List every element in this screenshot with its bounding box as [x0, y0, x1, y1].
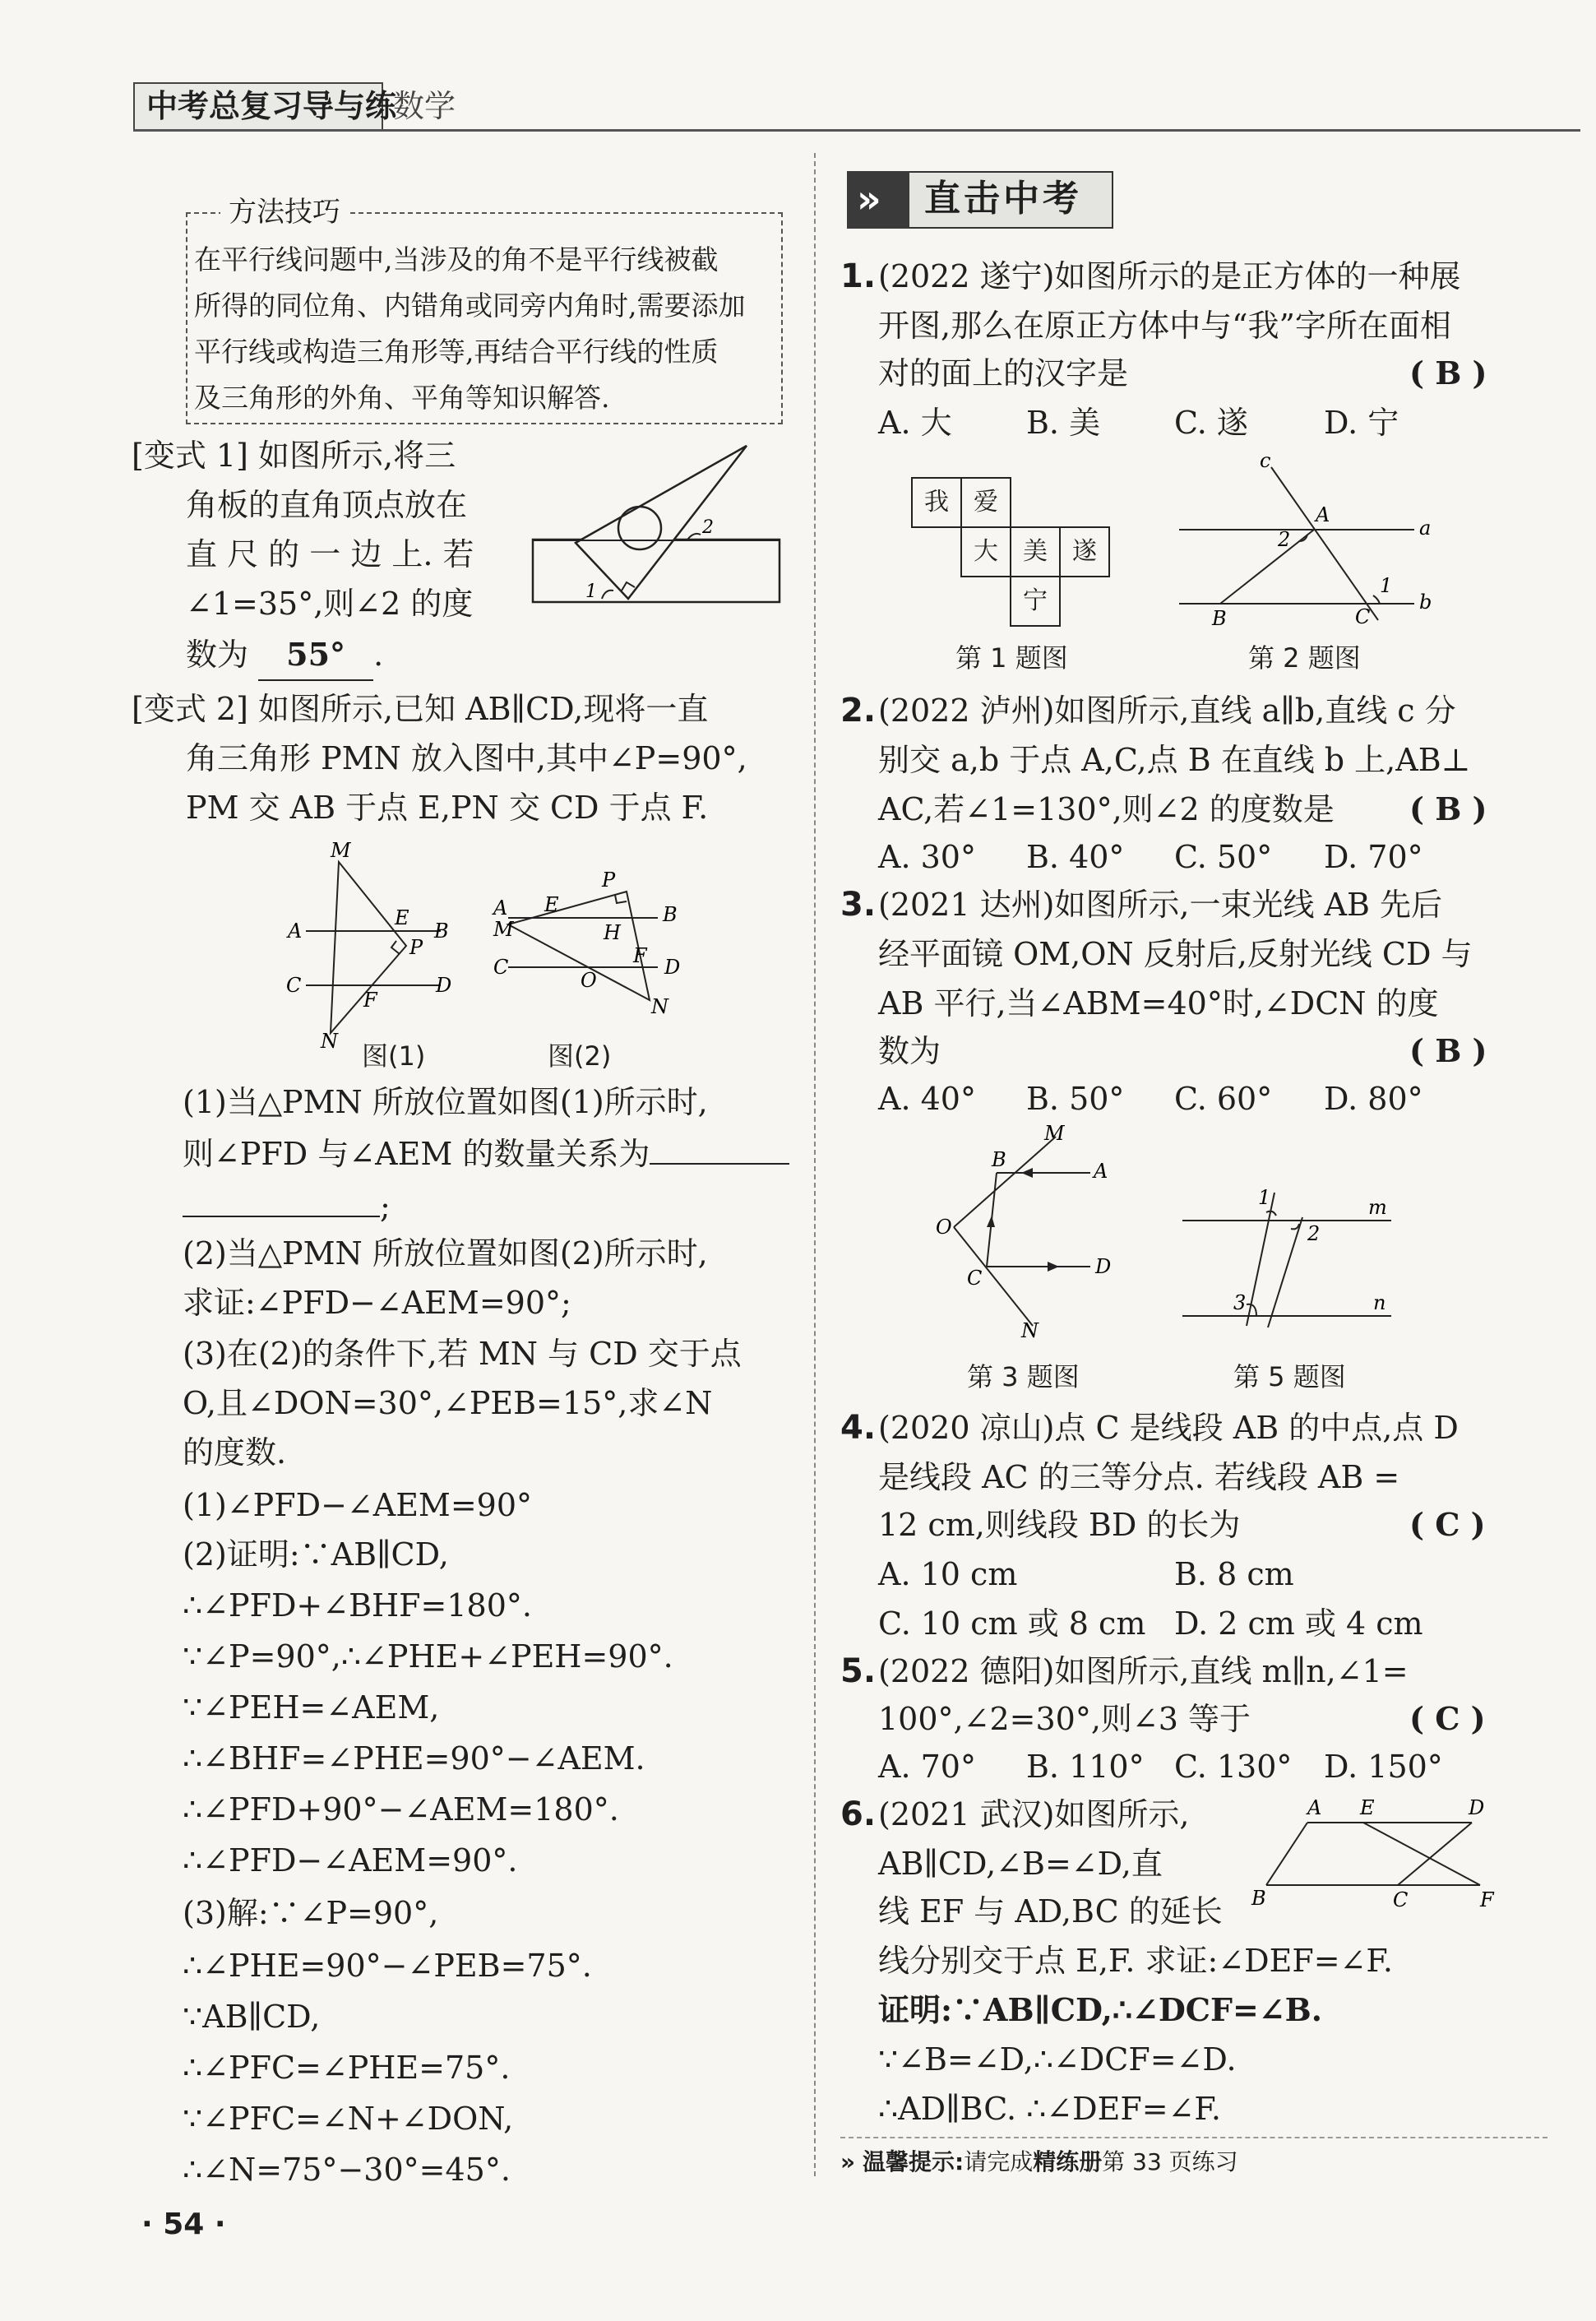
q4-text: 是线段 AC 的三等分点. 若线段 AB = — [878, 1459, 1400, 1495]
variant2-line: 角三角形 PMN 放入图中,其中∠P=90°, — [186, 740, 747, 776]
label-D: D — [664, 956, 681, 979]
solution-line: ∴∠PFD−∠AEM=90°. — [183, 1842, 518, 1879]
q5-option: D. 150° — [1324, 1749, 1443, 1785]
q3-line: 的度数. — [183, 1434, 287, 1471]
label-E: E — [395, 906, 409, 929]
q6-number: 6. — [840, 1795, 877, 1833]
label-2: 2 — [702, 517, 714, 538]
right-angle-mark — [391, 941, 400, 954]
angle-2-arc — [1291, 1224, 1299, 1229]
q3-text: AB 平行,当∠ABM=40°时,∠DCN 的度 — [878, 985, 1439, 1022]
q4-option: C. 10 cm 或 8 cm — [878, 1605, 1146, 1642]
cube-cell-text: 遂 — [1072, 537, 1097, 566]
cube-cell — [1059, 526, 1110, 577]
q5-option: C. 130° — [1174, 1749, 1293, 1785]
label-F: F — [1480, 1888, 1494, 1911]
hint-text-a: 请完成 — [964, 2148, 1034, 2175]
mirror-ON — [954, 1227, 1033, 1326]
q1-option: A. 大 — [878, 405, 952, 441]
label-C: C — [286, 974, 302, 997]
cube-cell — [1010, 526, 1061, 577]
variant1-answer: 55° — [258, 630, 373, 681]
label-1: 1 — [585, 581, 597, 602]
q2-text: (2022 泸州)如图所示,直线 a∥b,直线 c 分 — [878, 693, 1456, 729]
q6-text: 线 EF 与 AD,BC 的延长 — [878, 1893, 1223, 1930]
q6-proof-line: ∵∠B=∠D,∴∠DCF=∠D. — [878, 2041, 1237, 2078]
hint-divider — [840, 2137, 1547, 2138]
variant1-answer-line — [186, 630, 383, 681]
label-C: C — [493, 956, 509, 979]
solution-line: (1)∠PFD−∠AEM=90° — [183, 1487, 533, 1523]
cube-cell — [960, 477, 1011, 528]
q6-figure — [1245, 1793, 1497, 1916]
q1-text: 则∠PFD 与∠AEM 的数量关系为 — [183, 1136, 650, 1172]
label-F: F — [633, 944, 647, 967]
solution-line: ∴∠PFD+∠BHF=180°. — [183, 1587, 532, 1624]
label-D: D — [1469, 1796, 1485, 1819]
angle-1-arc — [1266, 1211, 1276, 1216]
label-P: P — [602, 869, 616, 892]
label-C: C — [967, 1267, 983, 1290]
variant2-line: PM 交 AB 于点 E,PN 交 CD 于点 F. — [186, 790, 709, 826]
label-C: C — [1393, 1888, 1409, 1911]
q5-option: B. 110° — [1026, 1749, 1145, 1785]
fig2-caption: 第 2 题图 — [1248, 642, 1361, 674]
q1-number: 1. — [840, 257, 877, 295]
solution-line: ∴∠PFC=∠PHE=75°. — [183, 2050, 511, 2086]
label-M: M — [331, 839, 351, 862]
hint-text-b: 精练册 — [1033, 2148, 1103, 2175]
q5-figure — [1176, 1181, 1423, 1329]
q5-number: 5. — [840, 1652, 877, 1690]
q3-answer: ( B ) — [1409, 1032, 1487, 1069]
solution-line: ∴∠PFD+90°−∠AEM=180°. — [183, 1791, 619, 1828]
q1-line — [183, 1127, 789, 1179]
q4-option: A. 10 cm — [878, 1556, 1018, 1592]
q2-option: C. 50° — [1174, 839, 1273, 875]
label-b: b — [1419, 591, 1432, 614]
label-3: 3 — [1233, 1291, 1247, 1314]
cube-cell-text: 我 — [924, 488, 949, 517]
q2-option: B. 40° — [1026, 839, 1125, 875]
tip-line: 平行线或构造三角形等,再结合平行线的性质 — [194, 336, 719, 368]
double-chevron-icon: » — [857, 177, 881, 221]
q1-end: ; — [380, 1188, 391, 1225]
header-rule — [133, 129, 1580, 132]
variant1-figure — [526, 444, 789, 609]
q3-text: (2021 达州)如图所示,一束光线 AB 先后 — [878, 887, 1443, 923]
label-N: N — [1021, 1319, 1039, 1339]
q2-answer: ( B ) — [1409, 790, 1487, 827]
solution-line: ∴∠N=75°−30°=45°. — [183, 2152, 511, 2188]
variant2-figure-1 — [280, 837, 469, 1051]
cube-cell — [1010, 576, 1061, 627]
subject-label: 数学 — [393, 88, 456, 124]
q4-text: (2020 凉山)点 C 是线段 AB 的中点,点 D — [878, 1410, 1459, 1446]
q3-text: 数为 — [878, 1033, 941, 1069]
label-F: F — [363, 989, 377, 1012]
cube-cell-text: 爱 — [974, 488, 998, 517]
label-m: m — [1368, 1196, 1387, 1219]
label-A: A — [1316, 503, 1330, 526]
label-C: C — [1355, 605, 1371, 628]
label-D: D — [436, 974, 452, 997]
q1-text: (2022 遂宁)如图所示的是正方体的一种展 — [878, 258, 1461, 294]
solution-line: ∴∠PHE=90°−∠PEB=75°. — [183, 1948, 592, 1984]
book-title: 中考总复习导与练 — [146, 88, 397, 124]
variant1-suffix: . — [373, 637, 384, 673]
label-O: O — [936, 1216, 952, 1239]
angle-1-arc — [602, 591, 613, 599]
label-E: E — [544, 893, 559, 916]
label-n: n — [1373, 1291, 1386, 1314]
solution-line: ∵∠P=90°,∴∠PHE+∠PEH=90°. — [183, 1638, 673, 1675]
hint-arrow-icon: » — [840, 2148, 856, 2175]
answer-blank — [650, 1127, 789, 1165]
q6-text: 线分别交于点 E,F. 求证:∠DEF=∠F. — [878, 1943, 1393, 1979]
q6-proof-line: 证明:∵AB∥CD,∴∠DCF=∠B. — [878, 1991, 1323, 2028]
label-M: M — [1044, 1125, 1065, 1145]
q5-answer: ( C ) — [1409, 1700, 1486, 1737]
q1-line — [183, 1179, 391, 1231]
q5-option: A. 70° — [878, 1749, 976, 1785]
label-B: B — [1212, 607, 1227, 630]
solution-line: ∵∠PEH=∠AEM, — [183, 1689, 440, 1726]
q2-text: AC,若∠1=130°,则∠2 的度数是 — [878, 791, 1335, 827]
q2-line: (2)当△PMN 所放位置如图(2)所示时, — [183, 1235, 708, 1272]
q2-number: 2. — [840, 692, 877, 730]
cube-net — [911, 477, 1108, 625]
q3-option: D. 80° — [1324, 1081, 1423, 1117]
q2-option: A. 30° — [878, 839, 976, 875]
q1-answer: ( B ) — [1409, 354, 1487, 391]
page-number: · 54 · — [141, 2207, 226, 2241]
label-B: B — [434, 920, 449, 943]
q5-text: 100°,∠2=30°,则∠3 等于 — [878, 1701, 1251, 1737]
fig5-caption: 第 5 题图 — [1233, 1361, 1346, 1392]
variant1-line: ∠1=35°,则∠2 的度 — [186, 586, 474, 622]
label-c: c — [1260, 451, 1271, 472]
q3-option: B. 50° — [1026, 1081, 1125, 1117]
label-2: 2 — [1278, 528, 1291, 551]
segment-AB — [1266, 1823, 1307, 1885]
solution-line: ∵∠PFC=∠N+∠DON, — [183, 2101, 514, 2137]
transversal-2 — [1268, 1217, 1302, 1327]
hint-line — [840, 2143, 1238, 2181]
q1-line: (1)当△PMN 所放位置如图(1)所示时, — [183, 1084, 708, 1120]
variant1-line: [变式 1] 如图所示,将三 — [132, 438, 456, 474]
label-A: A — [1094, 1160, 1108, 1183]
variant1-prefix: 数为 — [186, 637, 249, 673]
q4-option: D. 2 cm 或 4 cm — [1174, 1605, 1423, 1642]
q5-text: (2022 德阳)如图所示,直线 m∥n,∠1= — [878, 1653, 1409, 1689]
segment-DC — [1398, 1823, 1472, 1885]
label-B: B — [1251, 1887, 1266, 1910]
section-title: 直击中考 — [924, 178, 1082, 220]
cube-cell-text: 宁 — [1023, 586, 1048, 615]
q4-answer: ( C ) — [1409, 1506, 1486, 1543]
q3-option: A. 40° — [878, 1081, 976, 1117]
solution-line: ∵AB∥CD, — [183, 1999, 321, 2035]
q6-text: AB∥CD,∠B=∠D,直 — [878, 1846, 1163, 1882]
answer-blank — [183, 1179, 380, 1217]
q2-line: 求证:∠PFD−∠AEM=90°; — [183, 1285, 571, 1321]
solution-line: (2)证明:∵AB∥CD, — [183, 1536, 449, 1573]
tip-title: 方法技巧 — [220, 192, 349, 232]
segment-EF — [1363, 1823, 1480, 1885]
hint-text-c: 第 33 页练习 — [1102, 2148, 1238, 2175]
cube-cell — [911, 477, 962, 528]
label-A: A — [288, 920, 303, 943]
q6-text: (2021 武汉)如图所示, — [878, 1796, 1190, 1832]
label-2: 2 — [1307, 1222, 1321, 1245]
arrow-head — [987, 1216, 995, 1227]
label-1: 1 — [1380, 574, 1393, 597]
solution-line: (3)解:∵∠P=90°, — [183, 1895, 439, 1931]
triangle-PMN — [508, 892, 650, 1000]
label-B: B — [992, 1148, 1006, 1171]
label-N: N — [651, 995, 668, 1018]
q2-figure — [1168, 451, 1447, 630]
q1-option: D. 宁 — [1324, 405, 1399, 441]
column-divider — [814, 153, 816, 2176]
q1-text: 开图,那么在原正方体中与“我”字所在面相 — [878, 308, 1451, 344]
label-O: O — [581, 969, 597, 992]
fig1-caption: 图(1) — [362, 1040, 426, 1072]
solution-line: ∴∠BHF=∠PHE=90°−∠AEM. — [183, 1740, 645, 1777]
label-A: A — [493, 896, 508, 920]
label-a: a — [1419, 517, 1432, 540]
transversal-1 — [1247, 1193, 1274, 1326]
q3-line: (3)在(2)的条件下,若 MN 与 CD 交于点 — [183, 1336, 742, 1372]
tip-line: 在平行线问题中,当涉及的角不是平行线被截 — [194, 243, 719, 276]
q1-option: B. 美 — [1026, 405, 1101, 441]
q3-text: 经平面镜 OM,ON 反射后,反射光线 CD 与 — [878, 936, 1473, 972]
label-P: P — [409, 936, 423, 959]
cube-cell-text: 美 — [1023, 537, 1048, 566]
right-angle-mark — [615, 895, 627, 903]
variant1-line: 直 尺 的 一 边 上. 若 — [186, 536, 474, 572]
q3-number: 3. — [840, 886, 877, 924]
q1-option: C. 遂 — [1174, 405, 1248, 441]
fig2-caption: 图(2) — [548, 1040, 612, 1072]
q6-proof-line: ∴AD∥BC. ∴∠DEF=∠F. — [878, 2091, 1221, 2127]
variant1-line: 角板的直角顶点放在 — [186, 487, 468, 523]
fig1-caption: 第 1 题图 — [955, 642, 1068, 674]
arrow-head — [1021, 1168, 1033, 1178]
label-A: A — [1307, 1796, 1322, 1819]
q3-line: O,且∠DON=30°,∠PEB=15°,求∠N — [183, 1385, 713, 1421]
angle-1-arc — [1373, 595, 1380, 604]
label-B: B — [663, 903, 678, 926]
hint-label: 温馨提示: — [863, 2148, 965, 2175]
tip-line: 及三角形的外角、平角等知识解答. — [194, 382, 610, 414]
q3-option: C. 60° — [1174, 1081, 1273, 1117]
arrow-head — [1048, 1262, 1059, 1272]
cube-cell — [960, 526, 1011, 577]
q2-option: D. 70° — [1324, 839, 1423, 875]
label-1: 1 — [1258, 1186, 1271, 1209]
label-D: D — [1095, 1255, 1112, 1278]
q3-figure — [929, 1125, 1135, 1339]
variant2-figure-2 — [488, 864, 702, 1020]
cube-cell-text: 大 — [974, 537, 998, 566]
q4-text: 12 cm,则线段 BD 的长为 — [878, 1507, 1241, 1543]
variant2-line: [变式 2] 如图所示,已知 AB∥CD,现将一直 — [132, 691, 709, 727]
label-N: N — [321, 1030, 338, 1051]
q2-text: 别交 a,b 于点 A,C,点 B 在直线 b 上,AB⊥ — [878, 742, 1471, 778]
q1-text: 对的面上的汉字是 — [878, 355, 1129, 391]
tip-line: 所得的同位角、内错角或同旁内角时,需要添加 — [194, 290, 746, 322]
fig3-caption: 第 3 题图 — [967, 1361, 1080, 1392]
q4-option: B. 8 cm — [1174, 1556, 1294, 1592]
label-H: H — [604, 921, 621, 944]
label-E: E — [1360, 1796, 1375, 1819]
label-M: M — [493, 918, 514, 941]
q4-number: 4. — [840, 1409, 877, 1447]
